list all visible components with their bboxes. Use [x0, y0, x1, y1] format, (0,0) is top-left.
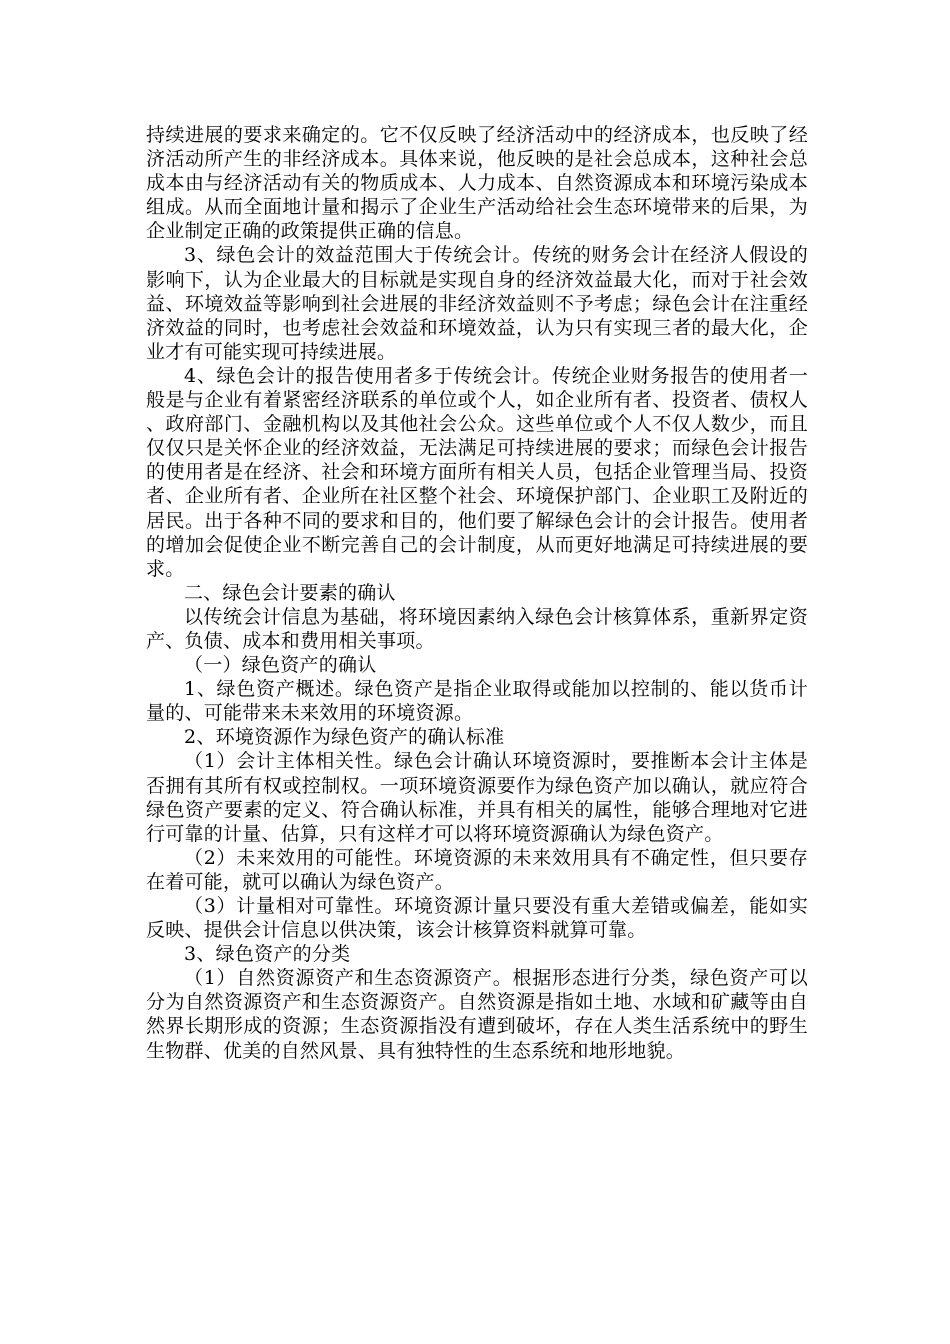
paragraph-criterion-1: （1）会计主体相关性。绿色会计确认环境资源时，要推断本会计主体是否拥有其所有权或控制权。一项环境资源要作为绿色资产加以确认，就应符合绿色资产要素的定义、符合确认标准，并具有相关的属性，能够合理地对它进行可靠的计量、估算，只有这样才可以将环境资源确认为绿色资产。 [146, 750, 808, 845]
paragraph-criterion-3: （3）计量相对可靠性。环境资源计量只要没有重大差错或偏差，能如实反映、提供会计信息以供决策，该会计核算资料就算可靠。 [146, 895, 808, 942]
subsection-heading-assets: （一）绿色资产的确认 [184, 654, 377, 677]
document-page [146, 123, 808, 1063]
paragraph-benefit-scope: 3、绿色会计的效益范围大于传统会计。传统的财务会计在经济人假设的影响下，认为企业最大的目标就是实现自身的经济效益最大化，而对于社会效益、环境效益等影响到社会进展的非经济效益则不予考虑；绿色会计在注重经济效益的同时，也考虑社会效益和环境效益，认为只有实现三者的最大化，企业才有可能实现可持续进展。 [146, 244, 808, 363]
item-heading-classification: 3、绿色资产的分类 [184, 943, 351, 966]
paragraph-report-users: 4、绿色会计的报告使用者多于传统会计。传统企业财务报告的使用者一般是与企业有着紧密经济联系的单位或个人，如企业所有者、投资者、债权人、政府部门、金融机构以及其他社会公众。这些单位或个人不仅人数少，而且仅仅只是关怀企业的经济效益，无法满足可持续进展的要求；而绿色会计报告的使用者是在经济、社会和环境方面所有相关人员，包括企业管理当局、投资者、企业所有者、企业所在社区整个社会、环境保护部门、企业职工及附近的居民。出于各种不同的要求和目的，他们要了解绿色会计的会计报告。使用者的增加会促使企业不断完善自己的会计制度，从而更好地满足可持续进展的要求。 [146, 364, 808, 580]
paragraph-classification-1: （1）自然资源资产和生态资源资产。根据形态进行分类，绿色资产可以分为自然资源资产和生态资源资产。自然资源是指如土地、水域和矿藏等由自然界长期形成的资源；生态资源指没有遭到破坏，存在人类生活系统中的野生生物群、优美的自然风景、具有独特性的生态系统和地形地貌。 [146, 967, 808, 1062]
section-heading-elements: 二、绿色会计要素的确认 [184, 581, 396, 604]
paragraph-elements-intro: 以传统会计信息为基础，将环境因素纳入绿色会计核算体系，重新界定资产、负债、成本和费用相关事项。 [146, 605, 808, 652]
paragraph-intro-continuation: 持续进展的要求来确定的。它不仅反映了经济活动中的经济成本，也反映了经济活动所产生的非经济成本。具体来说，他反映的是社会总成本，这种社会总成本由与经济活动有关的物质成本、人力成本、自然资源成本和环境污染成本组成。从而全面地计量和揭示了企业生产活动给社会生态环境带来的后果，为企业制定正确的政策提供正确的信息。 [146, 124, 808, 243]
item-heading-criteria: 2、环境资源作为绿色资产的确认标准 [184, 726, 505, 749]
paragraph-criterion-2: （2）未来效用的可能性。环境资源的未来效用具有不确定性，但只要存在着可能，就可以确认为绿色资产。 [146, 846, 808, 893]
paragraph-assets-overview: 1、绿色资产概述。绿色资产是指企业取得或能加以控制的、能以货币计量的、可能带来未来效用的环境资源。 [146, 678, 808, 725]
